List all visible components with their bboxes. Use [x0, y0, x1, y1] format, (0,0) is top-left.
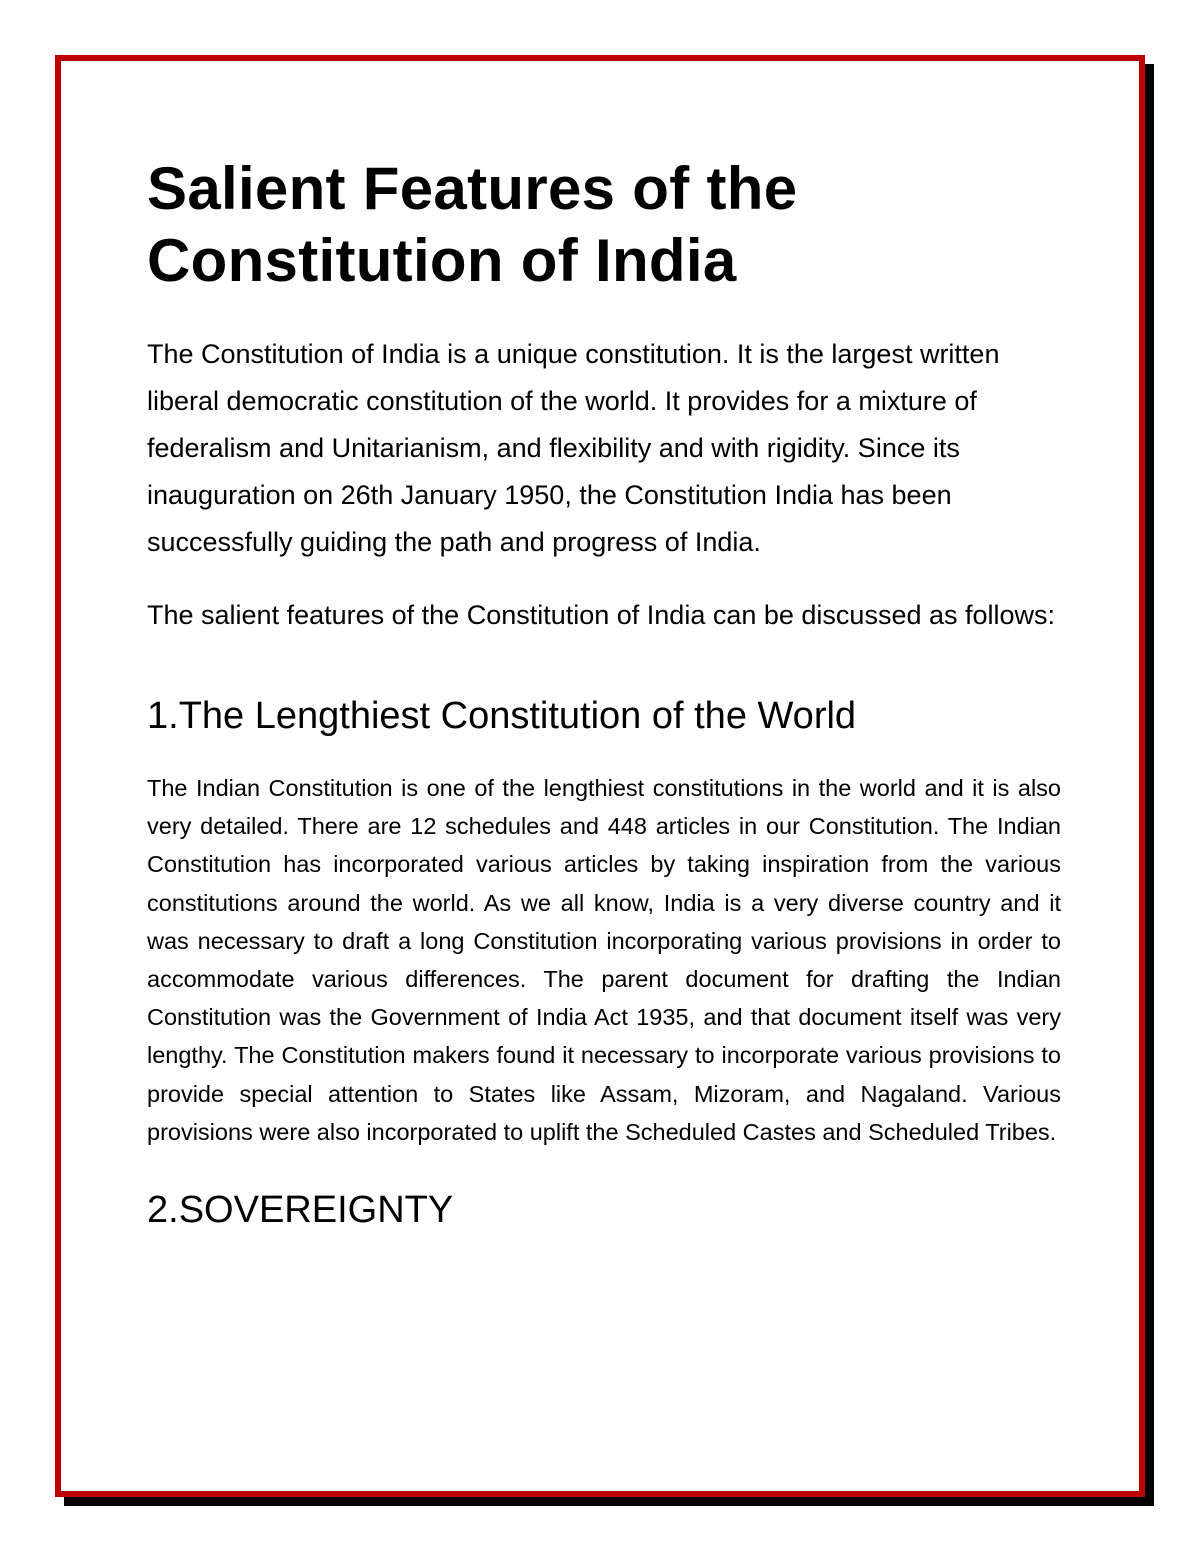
section-heading-lengthiest: 1.The Lengthiest Constitution of the World [147, 695, 857, 737]
intro-paragraph-1: The Constitution of India is a unique constitution. It is the largest written liberal democratic constitution of the world. It provides for a mixture of federalism and Unitarianism, and flexibility and with rigidity. Since its inauguration on 26th January 1950, the Constitution India has been successfully guiding the path and progress of India. [147, 339, 1000, 557]
intro-paragraph-2: The salient features of the Constitution of India can be discussed as follows: [147, 600, 1056, 630]
document-content [147, 153, 1061, 1233]
page-frame [55, 55, 1145, 1497]
section-body-lengthiest: The Indian Constitution is one of the lengthiest constitutions in the world and it is also very detailed. There are 12 schedules and 448 articles in our Constitution. The Indian Constitution has incorporated various articles by taking inspiration from the various constitutions around the world. As we all know, India is a very diverse country and it was necessary to draft a long Constitution incorporating various provisions in order to accommodate various differences. The parent document for drafting the Indian Constitution was the Government of India Act 1935, and that document itself was very lengthy. The Constitution makers found it necessary to incorporate various provisions to provide special attention to States like Assam, Mizoram, and Nagaland. Various provisions were also incorporated to uplift the Scheduled Castes and Scheduled Tribes. [147, 775, 1061, 1145]
document-title: Salient Features of the Constitution of India [147, 155, 798, 294]
section-heading-sovereignty: 2.SOVEREIGNTY [147, 1189, 454, 1232]
